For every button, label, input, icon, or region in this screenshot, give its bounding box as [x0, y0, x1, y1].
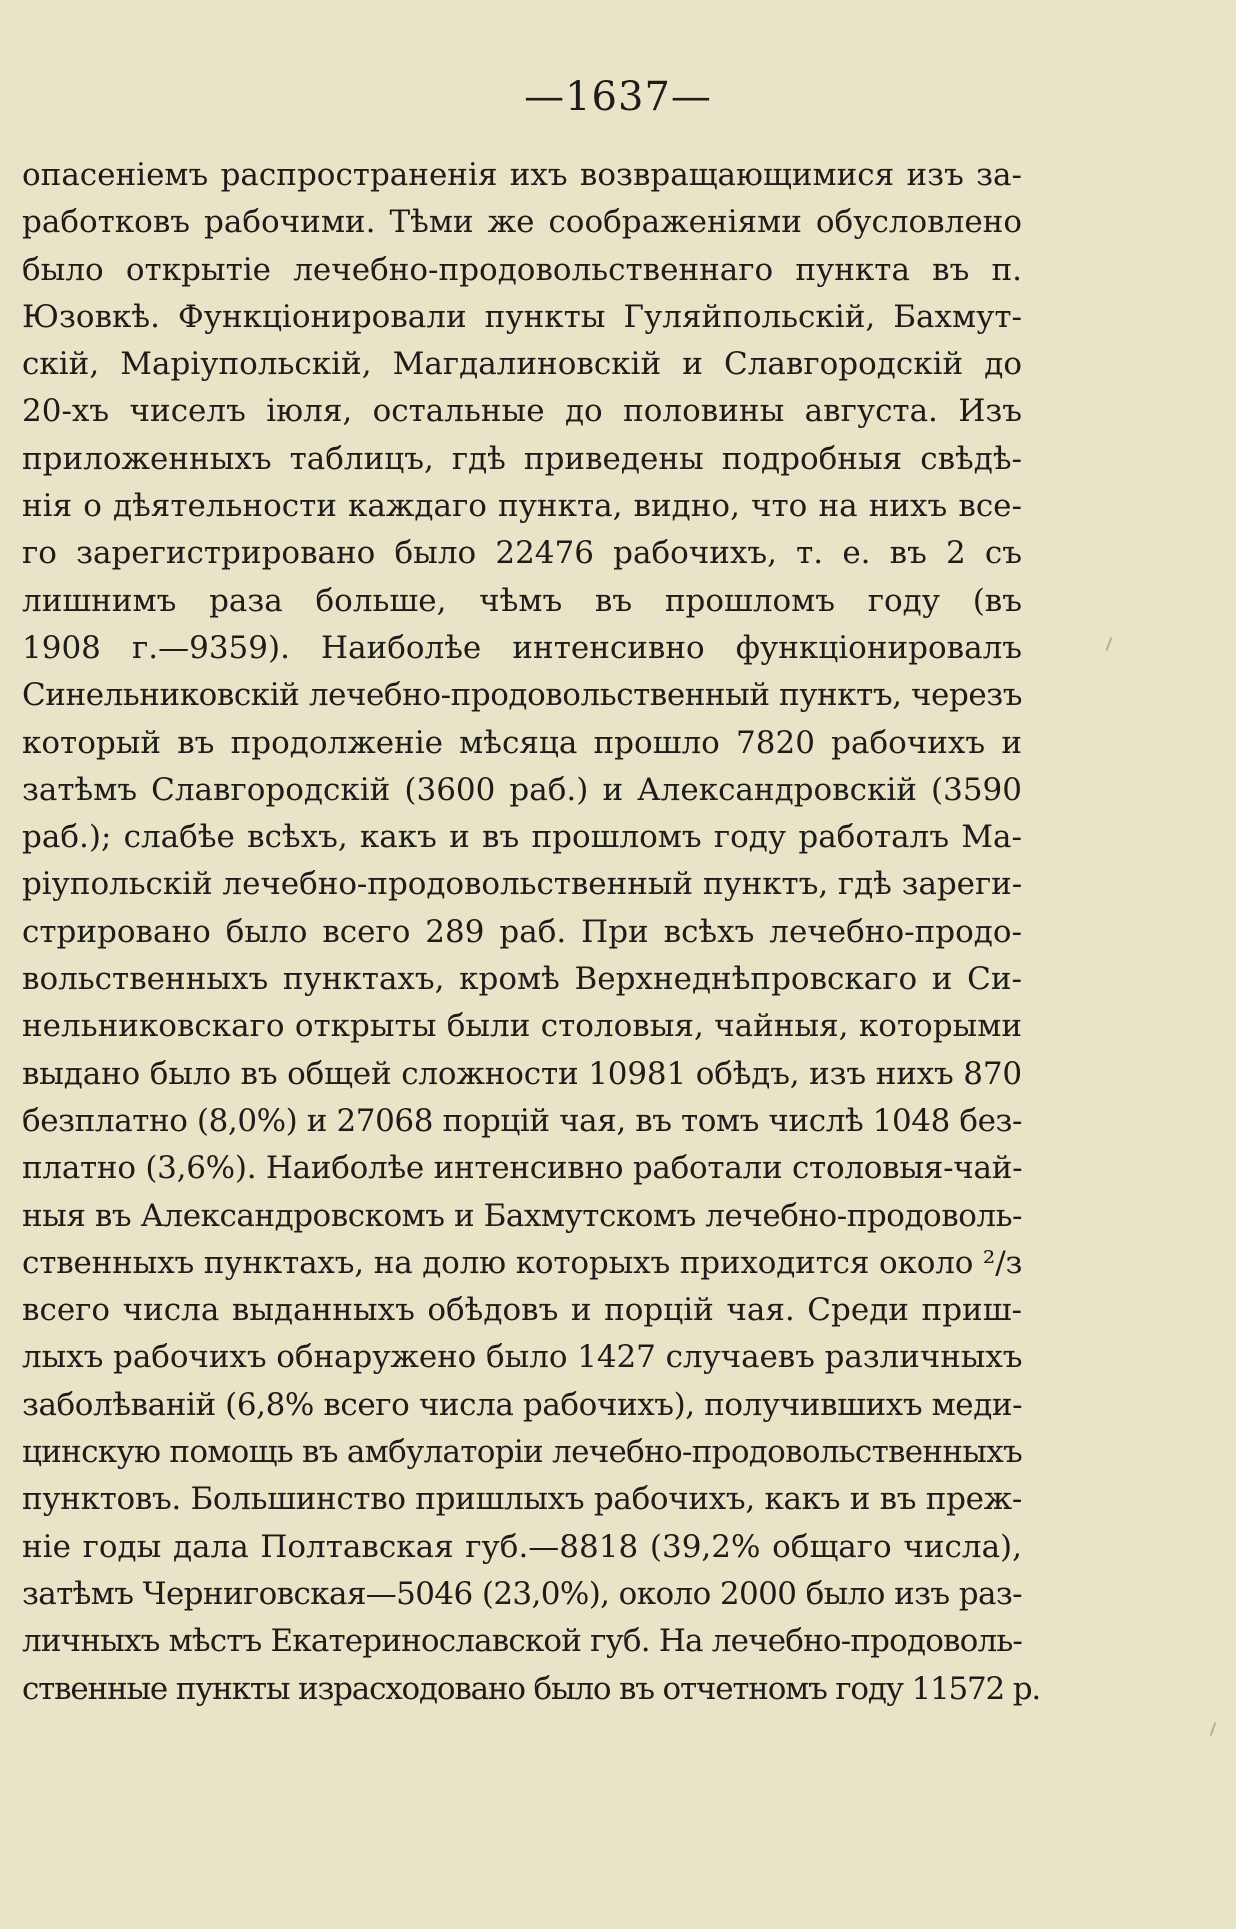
- text-line: личныхъ мѣстъ Екатеринославской губ. На лечебно-продоволь-: [22, 1623, 1022, 1660]
- paper-speck-mark: [1106, 637, 1113, 651]
- text-line: скій, Маріупольскій, Магдалиновскій и Славгородскій до: [22, 346, 1022, 383]
- text-line: Синельниковскій лечебно-продовольственный пунктъ, черезъ: [22, 677, 1022, 714]
- text-line: который въ продолженіе мѣсяца прошло 7820 рабочихъ и: [22, 724, 1022, 761]
- text-line: безплатно (8,0%) и 27068 порцій чая, въ томъ числѣ 1048 без-: [22, 1102, 1023, 1139]
- text-line: лыхъ рабочихъ обнаружено было 1427 случаевъ различныхъ: [22, 1339, 1023, 1376]
- text-line: платно (3,6%). Наиболѣе интенсивно работали столовыя-чай-: [22, 1150, 1023, 1187]
- text-line: ственныхъ пунктахъ, на долю которыхъ приходится около ²/з: [22, 1244, 1023, 1281]
- text-line: нія о дѣятельности каждаго пункта, видно, что на нихъ все-: [22, 488, 1022, 525]
- text-line: всего числа выданныхъ обѣдовъ и порцій чая. Среди приш-: [22, 1292, 1022, 1329]
- text-line: ніе годы дала Полтавская губ.—8818 (39,2% общаго числа),: [22, 1528, 1022, 1565]
- text-line: вольственныхъ пунктахъ, кромѣ Верхнеднѣпровскаго и Си-: [22, 961, 1022, 998]
- text-line: ріупольскій лечебно-продовольственный пунктъ, гдѣ зареги-: [22, 866, 1023, 903]
- text-line: затѣмъ Славгородскій (3600 раб.) и Александровскій (3590: [22, 771, 1022, 808]
- text-line: было открытіе лечебно-продовольственнаго пункта въ п.: [22, 251, 1022, 288]
- text-line: стрировано было всего 289 раб. При всѣхъ лечебно-продо-: [22, 913, 1022, 950]
- text-line: опасеніемъ распространенія ихъ возвращающимися изъ за-: [22, 157, 1022, 193]
- paper-speck-mark: [1210, 1722, 1217, 1736]
- text-line: заболѣваній (6,8% всего числа рабочихъ), получившихъ меди-: [22, 1386, 1023, 1423]
- text-line: го зарегистрировано было 22476 рабочихъ, т. е. въ 2 съ: [22, 535, 1022, 572]
- text-line: пунктовъ. Большинство пришлыхъ рабочихъ, какъ и въ преж-: [22, 1481, 1022, 1518]
- page-number: —1637—: [524, 74, 712, 120]
- text-line: Юзовкѣ. Функціонировали пункты Гуляйпольскій, Бахмут-: [22, 298, 1022, 335]
- text-line: 1908 г.—9359). Наиболѣе интенсивно функціонировалъ: [22, 629, 1022, 666]
- text-line: ныя въ Александровскомъ и Бахмутскомъ лечебно-продоволь-: [22, 1197, 1022, 1234]
- text-line: цинскую помощь въ амбулаторіи лечебно-продовольственныхъ: [22, 1434, 1022, 1471]
- text-line: затѣмъ Черниговская—5046 (23,0%), около 2000 было изъ раз-: [22, 1575, 1022, 1612]
- text-line-last: ственные пункты израсходовано было въ отчетномъ году 11572 р.: [22, 1670, 1041, 1707]
- text-line: лишнимъ раза больше, чѣмъ въ прошломъ году (въ: [22, 582, 1022, 619]
- text-line: 20-хъ чиселъ іюля, остальные до половины августа. Изъ: [22, 393, 1022, 430]
- body-text: [22, 152, 1041, 1713]
- text-line: работковъ рабочими. Тѣми же соображеніями обусловлено: [22, 204, 1022, 241]
- text-line: выдано было въ общей сложности 10981 обѣдъ, изъ нихъ 870: [22, 1055, 1022, 1092]
- text-line: нельниковскаго открыты были столовыя, чайныя, которыми: [22, 1008, 1022, 1045]
- text-line: раб.); слабѣе всѣхъ, какъ и въ прошломъ году работалъ Ма-: [22, 819, 1022, 856]
- text-line: приложенныхъ таблицъ, гдѣ приведены подробныя свѣдѣ-: [22, 440, 1022, 477]
